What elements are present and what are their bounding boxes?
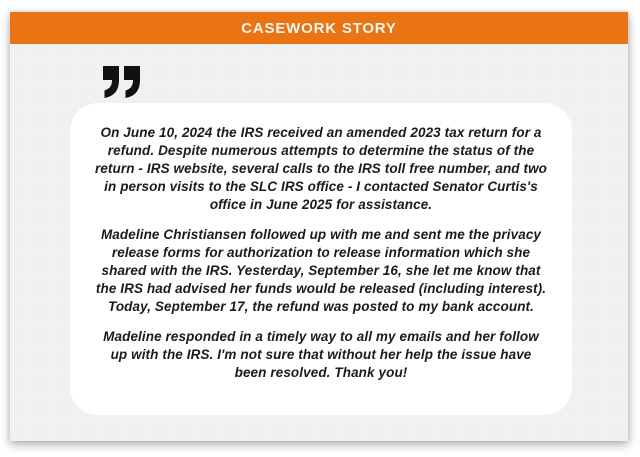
story-paragraph: Madeline Christiansen followed up with me and sent me the privacy release forms for authorization to release information which she shared with the IRS. Yesterday, September 16, she let me know that the IRS had advised her funds would be released (including interest). Today, September 17, the refund was posted to my bank account. [95,227,547,314]
story-card [70,103,572,415]
casework-story-poster [10,12,628,441]
closing-double-quote-icon [103,66,141,98]
header-bar [10,12,628,44]
page-title: CASEWORK STORY [241,19,397,37]
story-paragraph: On June 10, 2024 the IRS received an amended 2023 tax return for a refund. Despite numerous attempts to determine the status of the return - IRS website, several calls to the IRS toll free number, and two in person visits to the SLC IRS office - I contacted Senator Curtis's office in June 2025 for assistance. [94,125,548,212]
story-paragraph: Madeline responded in a timely way to all my emails and her follow up with the IRS. I'm not sure that without her help the issue have been resolved. Thank you! [103,329,539,380]
